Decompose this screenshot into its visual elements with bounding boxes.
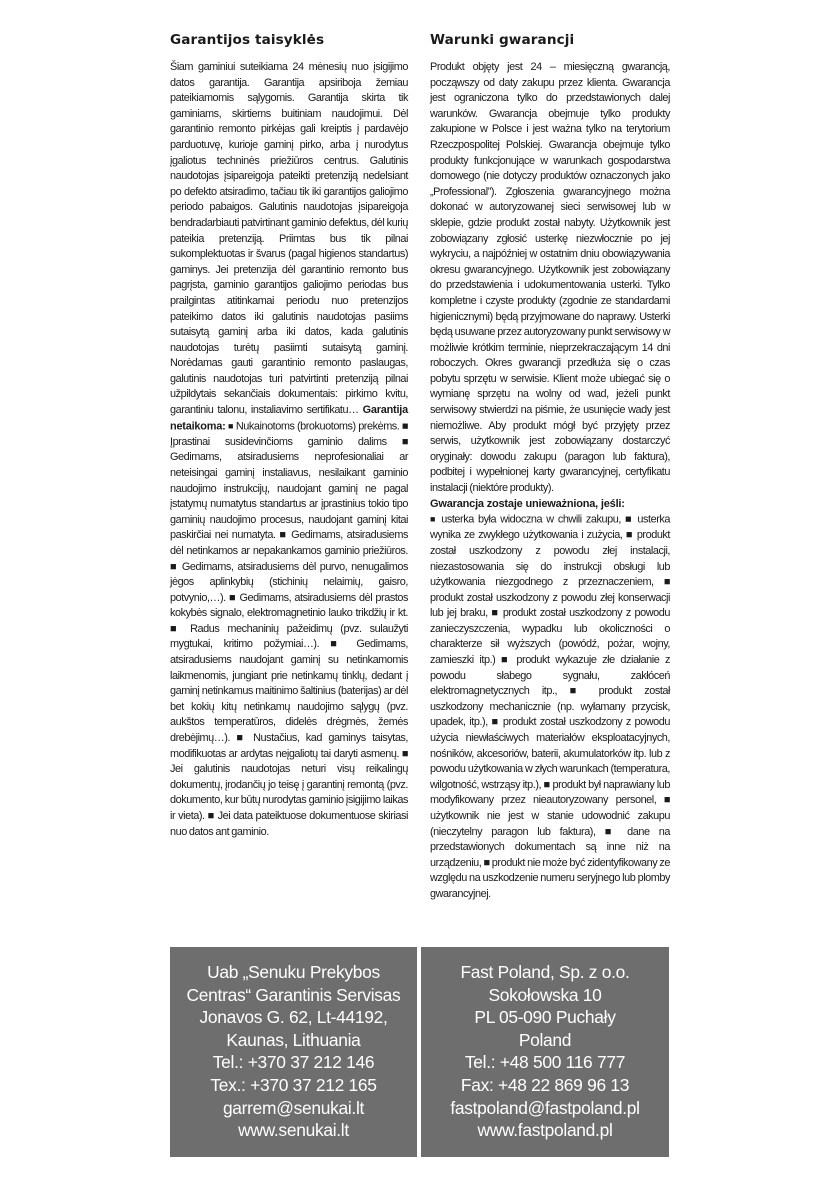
polish-exclusions — [430, 512, 670, 902]
contact-city: Kaunas, Lithuania — [226, 1029, 361, 1050]
bullet-square-icon: ■ — [227, 420, 234, 431]
contact-phone: Tel.: +48 500 116 777 — [464, 1052, 626, 1073]
lithuanian-heading: Garantijos taisyklės — [170, 32, 325, 48]
lithuanian-exclusions-list: Nukainotoms (brokuotoms) prekėms. ■ Įprastinai susidevinčioms gaminio dalims ■ Gedimams, atsiradusiems neprofesionaliai ar neteisingai gaminį instaliavus, nesilaikant gaminio naudojimo instrukcijų, naudojant gaminį ne pagal įstatymų numatytus standartus ar įprastinius tokio tipo gaminių naudojimo procesus, naudojant gaminį kitai paskirčiai nei numatyta. ■ Gedimams, atsiradusiems dėl netinkamos ar nepakankamos gaminio priežiūros. ■ Gedimams, atsiradusiems dėl purvo, nenugalimos jėgos aplinkybių (stichinių nelaimių, gaisro, potvynio,…). ■ Gedimams, atsiradusiems dėl prastos kokybės signalo, elektromagnetinio lauko trikdžių ir kt. ■ Radus mechaninių pažeidimų (pvz. sulaužyti mygtukai, kritimo požymiai…). ■ Gedimams, atsiradusiems naudojant gaminį su netinkamomis laikmenomis, jungiant prie netinkamų tinklų, dedant į gaminį netinkamus maitinimo šaltinius (baterijas) ar dėl bet kokių kitų netinkamų naudojimo sąlygų (pvz. aukštos temperatūros, didelės drėgmės, žemės drebėjimų…). ■ Nustačius, kad gaminys taisytas, modifikuotas ar ardytas neįgaliotų tai daryti asmenų. ■ Jei galutinis naudotojas neturi visų reikalingų dokumentų, įrodančių jo teisę į garantinį remontą (pvz. dokumento, kur būtų nurodytas gaminio įsigijimo laikas ir vieta). ■ Jei data pateiktuose dokumentuose skiriasi nuo datos ant gaminio. — [170, 420, 408, 838]
contact-street: Sokołowska 10 — [488, 984, 602, 1005]
contact-phone: Tel.: +370 37 212 146 — [212, 1052, 375, 1073]
contact-box-poland — [421, 947, 669, 1157]
contact-company: Fast Poland, Sp. z o.o. — [460, 962, 630, 982]
bullet-square-icon: ■ — [430, 514, 438, 525]
contact-phone-2: Tex.: +370 37 212 165 — [210, 1074, 377, 1095]
contact-box-lithuania — [170, 947, 417, 1157]
lithuanian-terms — [170, 60, 408, 840]
contact-country: Poland — [518, 1029, 572, 1050]
contact-address: Jonavos G. 62, Lt-44192, — [199, 1007, 388, 1028]
polish-exclusions-list: usterka była widoczna w chwili zakupu, ■ usterka wynika ze zwykłego użytkowania i zużycia, ■ produkt został uszkodzony z powodu złej instalacji, niezastosowania się do instrukcji obsługi lub użytkowania niezgodnego z przeznaczeniem, ■ produkt został uszkodzony z powodu złej konserwacji lub jej braku, ■ produkt został uszkodzony z powodu zanieczyszczenia, wypadku lub okoliczności o charakterze sił wyższych (powódź, pożar, wojny, zamieszki itp.) ■ produkt wykazuje złe działanie z powodu słabego sygnału, zakłóceń elektromagnetycznych itp., ■ produkt został uszkodzony mechanicznie (np. wyłamany przycisk, upadek, itp.), ■ produkt został uszkodzony z powodu użycia niewłaściwych materiałów eksploatacyjnych, nośników, akcesoriów, baterii, akumulatorków itp. lub z powodu użytkowania w złych warunkach (temperatura, wilgotność, wstrząsy itp.), ■ produkt był naprawiany lub modyfikowany przez nieautoryzowany personel, ■ użytkownik nie jest w stanie udowodnić zakupu (nieczytelny paragon lub faktura), ■ dane na przedstawionych dokumentach są inne niż na urządzeniu, ■ produkt nie może być zidentyfikowany ze względu na uszkodzenie numeru seryjnego lub plomby gwarancyjnej. — [430, 513, 670, 900]
polish-heading: Warunki gwarancji — [430, 32, 575, 48]
contact-website: www.senukai.lt — [238, 1120, 349, 1141]
polish-exclusions-heading: Gwarancja zostaje unieważniona, jeśli: — [430, 497, 625, 510]
contact-fax: Fax: +48 22 869 96 13 — [460, 1074, 630, 1095]
contact-postcode: PL 05-090 Puchały — [474, 1007, 616, 1028]
lithuanian-exclusions-lead: Garantija netaikoma: — [170, 404, 408, 433]
contact-email: fastpoland@fastpoland.pl — [450, 1097, 640, 1118]
lithuanian-terms-intro: Šiam gaminiui suteikiama 24 mėnesių nuo įsigijimo datos garantija. Garantija apsiriboja žemiau pateikiamomis sąlygomis. Garantija skirta tik gaminiams, skirtiems buitiniam naudojimui. Dėl garantinio remonto pirkėjas gali kreiptis į pardavėjo parduotuvę, kurioje gaminį pirko, arba į nurodytus įgaliotus techninės priežiūros centrus. Galutinis naudotojas įsipareigoja pateikti pretenziją nedelsiant po defekto atsiradimo, tačiau tik iki garantijos galiojimo periodo pabaigos. Galutinis naudotojas įsipareigoja bendradarbiauti patvirtinant gaminio defektus, dėl kurių pateikia pretenziją. Priimtas bus tik pilnai sukomplektuotas ir švarus (pagal higienos standartus) gaminys. Jei pretenzija dėl garantinio remonto bus pagrįsta, gaminio garantijos galiojimo periodas bus prailgintas atitinkamai periodu nuo pretenzijos pateikimo datos iki galutinis naudotojas pasiims sutaisytą gaminį arba iki datos, kada galutinis naudotojas turėtų pasiimti sutaisytą gaminį. Norėdamas gauti garantinio remonto paslaugas, galutinis naudotojas turi patvirtinti pretenziją pilnai užpildytais sekančiais dokumentais: pirkimo kvitu, garantiniu talonu, instaliavimo sertifikatu… — [170, 61, 408, 417]
warranty-column-polish — [430, 30, 670, 903]
contact-email: garrem@senukai.lt — [222, 1097, 365, 1118]
contact-line: Centras“ Garantinis Servisas — [186, 984, 401, 1005]
polish-terms-intro: Produkt objęty jest 24 – miesięczną gwarancją, począwszy od daty zakupu przez klienta. Gwarancja jest ograniczona tylko do przedstawionych dalej warunków. Gwarancja obejmuje tylko produkty zakupione w Polsce i jest ważna tylko na terytorium Rzeczpospolitej Polskiej. Gwarancja obejmuje tylko produkty funkcjonujące w warunkach gospodarstwa domowego (nie dotyczy produktów oznaczonych jako „Professional”). Zgłoszenia gwarancyjnego można dokonać w autoryzowanej sieci serwisowej lub w sklepie, gdzie produkt został nabyty. Użytkownik jest zobowiązany zgłosić usterkę niezwłocznie po jej wykryciu, a najpóźniej w ostatnim dniu obowiązywania okresu gwarancyjnego. Użytkownik jest zobowiązany do przedstawienia i udokumentowania usterki. Tylko kompletne i czyste produkty (zgodnie ze standardami higienicznymi) będą przyjmowane do naprawy. Usterki będą usuwane przez autoryzowany punkt serwisowy w możliwie krótkim terminie, nieprzekraczającym 14 dni roboczych. Okres gwarancji przedłuża się o czas pobytu sprzętu w serwisie. Klient może ubiegać się o wymianę sprzętu na wolny od wad, jeżeli punkt serwisowy stwierdzi na piśmie, że usunięcie wady jest niemożliwe. Aby produkt mógł być przyjęty przez serwis, użytkownik jest zobowiązany dostarczyć oryginały: dowodu zakupu (paragon lub faktura), podbitej i wypełnionej karty gwarancyjnej, certyfikatu instalacji (niektóre produkty). — [430, 61, 670, 495]
warranty-column-lithuanian — [170, 30, 408, 840]
contact-website: www.fastpoland.pl — [477, 1120, 613, 1141]
contact-line: Uab „Senuku Prekybos — [207, 962, 380, 982]
